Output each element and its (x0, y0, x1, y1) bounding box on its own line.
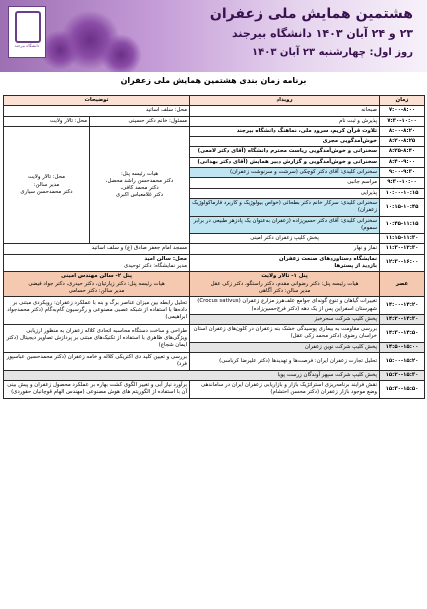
conference-title: هشتمین همایش ملی زعفران (209, 6, 413, 22)
table-row-clip: ۱۴:۵۰-۱۵:۰۰ پخش کلیپ شرکت نوین زعفران (4, 342, 425, 352)
saffron-flower-image (40, 30, 80, 70)
venue-block: محل: تالار ولایت مدیر سالن: دکتر محمدحسن سیاری (4, 126, 90, 244)
table-row-clip: ۱۵:۲۰-۱۵:۳۰ پخش کلیپ شرکت سپهر آوندگان زرست پویا (4, 370, 425, 380)
table-row-keynote: ۱۰:۱۵-۱۰:۴۵ سخنرانی کلیدی: سرکار خانم دکتر بطحائی (خواص بیولوژیک و کاربرد فارماکولوژیک زعفران) (4, 198, 425, 216)
logo-icon (15, 11, 41, 43)
table-row: ۱۴:۳۰-۱۴:۵۰ بررسی مقاومت به بیماری پوسیدگی خشک بنه زعفران در کلون‌های زعفران استان خراسان رضوی (دکتر محمد زکی عقل) طراحی و ساخت دستگاه محاسبه اتحادی کلاله زعفران به منظور ارزیابی ویژگی‌های ظاهری با استفاده از تکنیک‌های مبتنی بر پردازش تصاویر دیجیتال (دکتر ایمان شجاع) (4, 325, 425, 343)
table-row: ۱۵:۳۰-۱۵:۵۰ نقش فرایند برنامه‌ریزی استراتژیک بازار و بازاریابی زعفران ایران در ساماندهی وضع موجود بازار زعفران (دکتر محسن احتشام) برآورد نیاز آبی و تغییر الگوی کشت بهاره بر عملکرد محصول زعفران و پیش بینی آن با استفاده از الگوریتم های هوش مصنوعی (مهندس الهام قوچانیان حقوردی) (4, 380, 425, 398)
table-row: ۱۵:۰۰-۱۵:۲۰ تحلیل تجارت زعفران ایران: فرصت‌ها و تهدیدها (دکتر علیرضا کرباسی) بررسی و تعیین کلید دی اکتریکی کلاله و خامه زعفران (دکتر محمدحسین عباسپور فرد) (4, 353, 425, 371)
panel-organizers: هیات رئیسه پنل: دکتر محمدحسن راشد محصل، دکتر محمد کافی، دکتر غلامعباس اکبری (90, 126, 190, 244)
header-banner (0, 0, 427, 72)
table-row: ۸:۲۵-۸:۴۰ سخنرانی و خوش‌آمدگویی ریاست محترم دانشگاه (آقای دکتر لامعی) (4, 147, 425, 157)
schedule-table (3, 95, 425, 399)
table-row: ۱۰:۰۰-۱۰:۱۵ پذیرایی (4, 188, 425, 198)
table-row: ۷:۰۰-۸:۰۰ صبحانه محل: سلف اساتید (4, 106, 425, 116)
conference-date-venue: ۲۳ و ۲۴ آبان ۱۴۰۳ دانشگاه بیرجند (232, 27, 413, 40)
col-header-time: زمان (380, 96, 425, 106)
panel-header-row: عصر پنل ۱- تالار ولایت هیات رئیسه پنل: دکتر رضوانی مقدم، دکتر راستگو، دکتر زکی عقل مدیر سالن: دکتر آگاهی پنل ۲- سالن مهندس امینی هیات رئیسه پنل: دکتر زیارتیان، دکتر حیدری، دکتر جواد فیضی مدیر سالن: دکتر حسامی (4, 272, 425, 297)
table-row-keynote: ۱۰:۴۵-۱۱:۱۵ سخنرانی کلیدی: آقای دکتر حسین‌زاده (زعفران به‌عنوان یک پادزهر طبیعی در برابر سموم) (4, 216, 425, 234)
table-header-row (4, 96, 425, 106)
panel-1-header: پنل ۱- تالار ولایت هیات رئیسه پنل: دکتر رضوانی مقدم، دکتر راستگو، دکتر زکی عقل مدیر سالن: دکتر آگاهی (190, 272, 380, 297)
table-row: ۱۱:۳۰-۱۲:۳۰ نماز و نهار مسجد امام جعفر صادق (ع) و سلف اساتید (4, 244, 425, 254)
panel-2-header: پنل ۲- سالن مهندس امینی هیات رئیسه پنل: دکتر زیارتیان، دکتر حیدری، دکتر جواد فیضی مدیر سالن: دکتر حسامی (4, 272, 190, 297)
table-row-clip: ۱۴:۲۰-۱۴:۳۰ پخش کلیپ شرکت سحرخیز (4, 314, 425, 324)
saffron-flower-image (100, 34, 142, 72)
table-row: ۸:۲۰-۸:۲۵ خوش‌آمدگویی مجری (4, 137, 425, 147)
table-row-keynote: ۹:۰۰-۹:۳۰ سخنرانی کلیدی: آقای دکتر کوچکی (سرشت و سرنوشت زعفران) (4, 168, 425, 178)
table-row: ۱۱:۱۵-۱۱:۳۰ پخش کلیپ زعفران دکتر امینی (4, 234, 425, 244)
table-row: ۱۴:۰۰-۱۴:۲۰ تغییرات گیاهان و تنوع گونه‌ای جوامع علف‌هرز مزارع زعفران (Crocus sativus) شهرستان اسفراین پس از یک دهه (دکتر فرج‌حسین‌زاده) تحلیل رابطه بین میزان عناصر برگ و بنه با عملکرد زعفران: رویکردی مبتنی بر داده‌ها با استفاده از شبکه عصبی مصنوعی و رگرسیون گام‌به‌گام (دکتر محمدجواد ابراهیمی) (4, 297, 425, 315)
col-header-desc: توضیحات (4, 96, 190, 106)
schedule-subtitle: برنامه زمان بندی هشتمین همایش ملی زعفران (120, 76, 307, 85)
col-header-event: رویداد (190, 96, 380, 106)
table-row: ۷:۳۰-۱۰:۰۰ پذیرش و ثبت نام مسئول: خانم دکتر حسینی محل: تالار ولایت (4, 116, 425, 126)
university-logo: دانشگاه بیرجند (8, 6, 46, 58)
table-row: ۸:۰۰-۸:۲۰ تلاوت قرآن کریم، سرود ملی، نماهنگ دانشگاه بیرجند هیات رئیسه پنل: دکتر محمدحسن راشد محصل، دکتر محمد کافی، دکتر غلامعباس اکبری محل: تالار ولایت مدیر سالن: دکتر محمدحسن سیاری (4, 126, 425, 136)
table-row: ۱۲:۳۰-۱۶:۰۰ نمایشگاه دستاوردهای صنعت زعفران بازدید از پسترها محل: سالن امید مدیر نمایشگاه: دکتر توحیدی (4, 254, 425, 272)
table-row: ۸:۴۰-۹:۰۰ سخنرانی و خوش‌آمدگویی و گزارش دبیر همایش (آقای دکتر بهدانی) (4, 157, 425, 167)
day-title: روز اول: چهارشنبه ۲۳ آبان ۱۴۰۳ (252, 47, 413, 58)
table-row: ۹:۳۰-۱۰:۰۰ مراسم جانبی (4, 178, 425, 188)
